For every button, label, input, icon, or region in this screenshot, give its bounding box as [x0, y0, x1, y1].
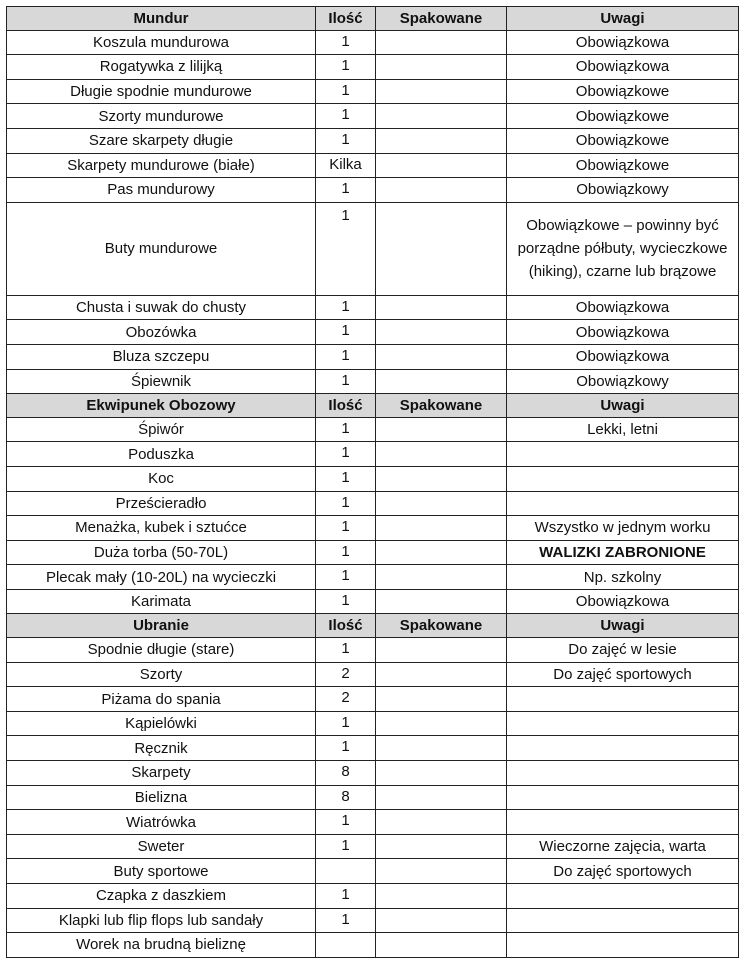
packed-cell[interactable] — [376, 442, 507, 467]
item-name: Karimata — [7, 589, 316, 614]
item-qty: 1 — [316, 344, 376, 369]
item-note: Obowiązkowy — [507, 369, 739, 394]
table-row — [7, 79, 739, 104]
item-name: Ręcznik — [7, 736, 316, 761]
item-note: Lekki, letni — [507, 417, 739, 442]
item-name: Buty sportowe — [7, 859, 316, 884]
item-name: Długie spodnie mundurowe — [7, 79, 316, 104]
item-qty: 1 — [316, 638, 376, 663]
item-note — [507, 761, 739, 786]
item-note — [507, 442, 739, 467]
packed-cell[interactable] — [376, 55, 507, 80]
section-header-ubranie — [7, 614, 739, 638]
item-qty — [316, 859, 376, 884]
item-qty: 1 — [316, 79, 376, 104]
packed-cell[interactable] — [376, 761, 507, 786]
item-note: WALIZKI ZABRONIONE — [507, 540, 739, 565]
item-qty: 1 — [316, 711, 376, 736]
table-row — [7, 516, 739, 541]
packed-cell[interactable] — [376, 662, 507, 687]
item-qty: 1 — [316, 295, 376, 320]
item-qty: 8 — [316, 761, 376, 786]
table-row — [7, 202, 739, 295]
item-name: Worek na brudną bieliznę — [7, 933, 316, 958]
item-note: Do zajęć sportowych — [507, 662, 739, 687]
item-name: Bielizna — [7, 785, 316, 810]
section-title: Ubranie — [7, 614, 316, 638]
item-qty: 1 — [316, 736, 376, 761]
packed-cell[interactable] — [376, 638, 507, 663]
item-note: Obowiązkowe — [507, 128, 739, 153]
item-qty: 1 — [316, 30, 376, 55]
packed-cell[interactable] — [376, 589, 507, 614]
packed-cell[interactable] — [376, 344, 507, 369]
section-header-ekwipunek — [7, 394, 739, 418]
packed-cell[interactable] — [376, 30, 507, 55]
item-name: Koszula mundurowa — [7, 30, 316, 55]
item-name: Szorty mundurowe — [7, 104, 316, 129]
table-row — [7, 711, 739, 736]
table-row — [7, 810, 739, 835]
table-row — [7, 662, 739, 687]
item-name: Chusta i suwak do chusty — [7, 295, 316, 320]
item-note: Obowiązkowe — [507, 153, 739, 178]
item-qty: 1 — [316, 834, 376, 859]
item-name: Śpiwór — [7, 417, 316, 442]
item-note: Obowiązkowa — [507, 295, 739, 320]
table-row — [7, 417, 739, 442]
packed-cell[interactable] — [376, 178, 507, 203]
packed-cell[interactable] — [376, 516, 507, 541]
table-row — [7, 785, 739, 810]
packed-cell[interactable] — [376, 908, 507, 933]
item-name: Szorty — [7, 662, 316, 687]
item-note: Obowiązkowe — [507, 79, 739, 104]
table-row — [7, 589, 739, 614]
item-name: Czapka z daszkiem — [7, 884, 316, 909]
item-name: Piżama do spania — [7, 687, 316, 712]
packed-cell[interactable] — [376, 79, 507, 104]
table-row — [7, 540, 739, 565]
item-name: Koc — [7, 466, 316, 491]
item-name: Obozówka — [7, 320, 316, 345]
table-row — [7, 933, 739, 958]
item-name: Sweter — [7, 834, 316, 859]
item-note: Obowiązkowe – powinny być porządne półbuty, wycieczkowe (hiking), czarne lub brązowe — [507, 202, 739, 295]
item-qty: 2 — [316, 687, 376, 712]
table-row — [7, 153, 739, 178]
item-name: Klapki lub flip flops lub sandały — [7, 908, 316, 933]
item-note: Obowiązkowa — [507, 589, 739, 614]
item-name: Kąpielówki — [7, 711, 316, 736]
packed-cell[interactable] — [376, 295, 507, 320]
item-note: Obowiązkowa — [507, 30, 739, 55]
table-row — [7, 908, 739, 933]
item-name: Rogatywka z lilijką — [7, 55, 316, 80]
packed-cell[interactable] — [376, 711, 507, 736]
item-note: Wszystko w jednym worku — [507, 516, 739, 541]
item-note — [507, 466, 739, 491]
qty-header: Ilość — [316, 7, 376, 31]
packed-cell[interactable] — [376, 736, 507, 761]
table-row — [7, 491, 739, 516]
notes-header: Uwagi — [507, 7, 739, 31]
item-note — [507, 711, 739, 736]
table-row — [7, 687, 739, 712]
item-qty: 1 — [316, 466, 376, 491]
packed-cell[interactable] — [376, 810, 507, 835]
item-qty: 1 — [316, 516, 376, 541]
item-qty: 1 — [316, 369, 376, 394]
item-qty: 1 — [316, 442, 376, 467]
table-row — [7, 565, 739, 590]
item-qty: 1 — [316, 565, 376, 590]
packed-header: Spakowane — [376, 614, 507, 638]
packed-cell[interactable] — [376, 153, 507, 178]
packed-header: Spakowane — [376, 394, 507, 418]
item-name: Duża torba (50-70L) — [7, 540, 316, 565]
item-note: Np. szkolny — [507, 565, 739, 590]
qty-header: Ilość — [316, 394, 376, 418]
item-name: Skarpety — [7, 761, 316, 786]
packed-cell[interactable] — [376, 565, 507, 590]
table-row — [7, 884, 739, 909]
packed-cell[interactable] — [376, 540, 507, 565]
item-note: Obowiązkowa — [507, 320, 739, 345]
item-name: Pas mundurowy — [7, 178, 316, 203]
item-qty — [316, 933, 376, 958]
table-row — [7, 30, 739, 55]
item-note — [507, 736, 739, 761]
item-name: Spodnie długie (stare) — [7, 638, 316, 663]
table-row — [7, 761, 739, 786]
packed-cell[interactable] — [376, 491, 507, 516]
item-note: Do zajęć w lesie — [507, 638, 739, 663]
item-name: Szare skarpety długie — [7, 128, 316, 153]
item-qty: 1 — [316, 202, 376, 295]
item-qty: 1 — [316, 320, 376, 345]
packed-cell[interactable] — [376, 687, 507, 712]
item-qty: 1 — [316, 178, 376, 203]
packed-cell[interactable] — [376, 834, 507, 859]
notes-header: Uwagi — [507, 394, 739, 418]
section-header-mundur — [7, 7, 739, 31]
packed-cell[interactable] — [376, 128, 507, 153]
item-name: Plecak mały (10-20L) na wycieczki — [7, 565, 316, 590]
item-name: Śpiewnik — [7, 369, 316, 394]
table-row — [7, 128, 739, 153]
table-row — [7, 834, 739, 859]
qty-header: Ilość — [316, 614, 376, 638]
item-note: Obowiązkowy — [507, 178, 739, 203]
table-row — [7, 295, 739, 320]
packed-cell[interactable] — [376, 104, 507, 129]
item-qty: 1 — [316, 540, 376, 565]
item-note — [507, 687, 739, 712]
packed-cell[interactable] — [376, 202, 507, 295]
item-note — [507, 810, 739, 835]
item-name: Prześcieradło — [7, 491, 316, 516]
item-qty: 1 — [316, 417, 376, 442]
packed-cell[interactable] — [376, 884, 507, 909]
table-row — [7, 369, 739, 394]
packing-list-table — [6, 6, 739, 958]
item-note: Obowiązkowe — [507, 104, 739, 129]
table-row — [7, 104, 739, 129]
item-note: Obowiązkowa — [507, 55, 739, 80]
section-title: Mundur — [7, 7, 316, 31]
packed-cell[interactable] — [376, 933, 507, 958]
packed-cell[interactable] — [376, 369, 507, 394]
item-qty: 2 — [316, 662, 376, 687]
table-row — [7, 638, 739, 663]
item-name: Menażka, kubek i sztućce — [7, 516, 316, 541]
item-name: Wiatrówka — [7, 810, 316, 835]
item-qty: 1 — [316, 491, 376, 516]
packed-header: Spakowane — [376, 7, 507, 31]
packed-cell[interactable] — [376, 859, 507, 884]
item-qty: Kilka — [316, 153, 376, 178]
packed-cell[interactable] — [376, 466, 507, 491]
table-row — [7, 55, 739, 80]
item-note: Wieczorne zajęcia, warta — [507, 834, 739, 859]
item-qty: 1 — [316, 908, 376, 933]
item-qty: 1 — [316, 104, 376, 129]
item-qty: 1 — [316, 128, 376, 153]
item-name: Skarpety mundurowe (białe) — [7, 153, 316, 178]
table-row — [7, 178, 739, 203]
table-row — [7, 344, 739, 369]
item-name: Poduszka — [7, 442, 316, 467]
item-note — [507, 884, 739, 909]
table-row — [7, 736, 739, 761]
notes-header: Uwagi — [507, 614, 739, 638]
item-qty: 1 — [316, 884, 376, 909]
item-qty: 1 — [316, 589, 376, 614]
item-note: Obowiązkowa — [507, 344, 739, 369]
table-row — [7, 859, 739, 884]
table-row — [7, 442, 739, 467]
packed-cell[interactable] — [376, 417, 507, 442]
item-qty: 1 — [316, 55, 376, 80]
table-row — [7, 320, 739, 345]
section-title: Ekwipunek Obozowy — [7, 394, 316, 418]
item-note — [507, 491, 739, 516]
item-note: Do zajęć sportowych — [507, 859, 739, 884]
packed-cell[interactable] — [376, 320, 507, 345]
item-qty: 1 — [316, 810, 376, 835]
item-note — [507, 933, 739, 958]
table-row — [7, 466, 739, 491]
item-note — [507, 908, 739, 933]
packed-cell[interactable] — [376, 785, 507, 810]
item-name: Bluza szczepu — [7, 344, 316, 369]
item-qty: 8 — [316, 785, 376, 810]
item-name: Buty mundurowe — [7, 202, 316, 295]
item-note — [507, 785, 739, 810]
